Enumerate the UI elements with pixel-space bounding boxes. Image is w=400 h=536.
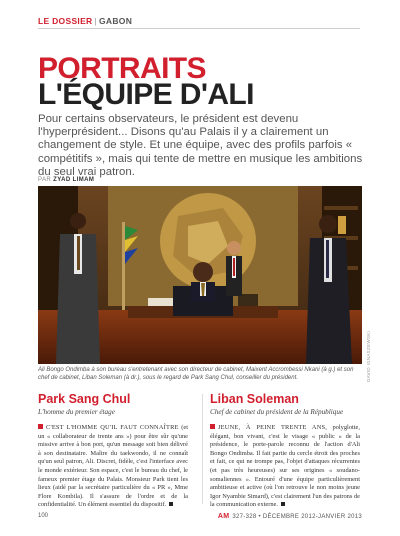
profile-lead: JEUNE, À PEINE TRENTE ANS, bbox=[218, 424, 328, 431]
section-label: LE DOSSIER bbox=[38, 16, 93, 26]
column-divider bbox=[202, 394, 203, 504]
profile-body bbox=[210, 424, 360, 510]
country-label: GABON bbox=[99, 16, 133, 26]
profile-liban-soleman bbox=[210, 392, 360, 510]
profile-body bbox=[38, 424, 188, 510]
byline-prefix: PAR bbox=[38, 177, 52, 183]
magazine-logo: AM bbox=[217, 513, 230, 520]
byline-author: ZYAD LIMAM bbox=[53, 177, 95, 183]
byline bbox=[38, 177, 94, 183]
photo-caption: Ali Bongo Ondimba à son bureau s'entretenant avec son directeur de cabinet, Maixent Accrombessi Nkani (à g.) et son chef de cabinet, Liban Soleman (à dr.), sous le regard de Park Sang Chul, conseiller du président. bbox=[38, 367, 354, 381]
profile-park-sang-chul bbox=[38, 392, 188, 510]
profile-text: polyglotte, élégant, bon vivant, c'est le visage « public » de la présidence, le porte-parole reconnu de l'action d'Ali Bongo Ondimba. Il fait partie du cercle étroit des proches et fait, ce qui ne trompe pas, l'objet d'attaques récurrentes (et pas très heureuses) sur ses origines « soudano-somaliennes ». Entouré d'une équipe particulièrement ambitieuse et active (où l'on retrouve le non moins jeune Igor Nyambie Simard), c'est clairement l'un des patrons de la communication externe. bbox=[210, 424, 360, 509]
profile-lead: C'EST L'HOMME QU'IL FAUT CONNAÎTRE bbox=[46, 424, 179, 431]
profile-role: Chef de cabinet du président de la République bbox=[210, 408, 344, 416]
kicker-rule bbox=[38, 28, 360, 29]
headline-line-2: L'ÉQUIPE D'ALI bbox=[38, 78, 254, 111]
page-footer bbox=[38, 511, 362, 525]
photo-credit: DAVID IGNASZEWSKI bbox=[366, 330, 371, 382]
end-square-marker bbox=[169, 502, 173, 506]
lede-paragraph: Pour certains observateurs, le président est devenu l'hyperprésident... Disons qu'au Palais il y a clairement un changement de style. Et une équipe, avec des profils parfois « compétitifs », mais qui tente de mettre en musique les ambitions du seul vrai patron. bbox=[38, 113, 363, 178]
end-square-marker bbox=[281, 502, 285, 506]
profile-role: L'homme du premier étage bbox=[38, 408, 115, 416]
kicker-separator: | bbox=[94, 16, 97, 26]
issue-info bbox=[218, 513, 362, 520]
profile-name: Park Sang Chul bbox=[38, 392, 131, 406]
lead-photo bbox=[38, 186, 362, 364]
office-scene-illustration bbox=[38, 186, 362, 364]
issue-label: 327-328 • DÉCEMBRE 2012-JANVIER 2013 bbox=[232, 514, 362, 520]
page-number: 100 bbox=[38, 513, 49, 519]
profile-name: Liban Soleman bbox=[210, 392, 299, 406]
profile-text: (et un « collaborateur de trente ans ») pour être sûr qu'une missive arrive à bon port, qu'un message soit bien délivré à son destinataire. Maître du taekwondo, il ne connaît qu'un seul patron, Ali. Discret, fidèle, c'est l'interface avec le monde extérieur. Son espace, c'est le bureau du chef, le fameux premier étage du Palais. Monsieur Park tient les lieux (aidé par la secrétaire particulière du « PR », Mme Flore Kombila). Il s'assure de l'ordre et de la confidentialité. Un élément essentiel du dispositif. bbox=[38, 424, 188, 509]
red-square-marker bbox=[38, 424, 43, 429]
headline-line-1: PORTRAITS bbox=[38, 52, 206, 85]
red-square-marker bbox=[210, 424, 215, 429]
section-kicker bbox=[38, 16, 132, 26]
